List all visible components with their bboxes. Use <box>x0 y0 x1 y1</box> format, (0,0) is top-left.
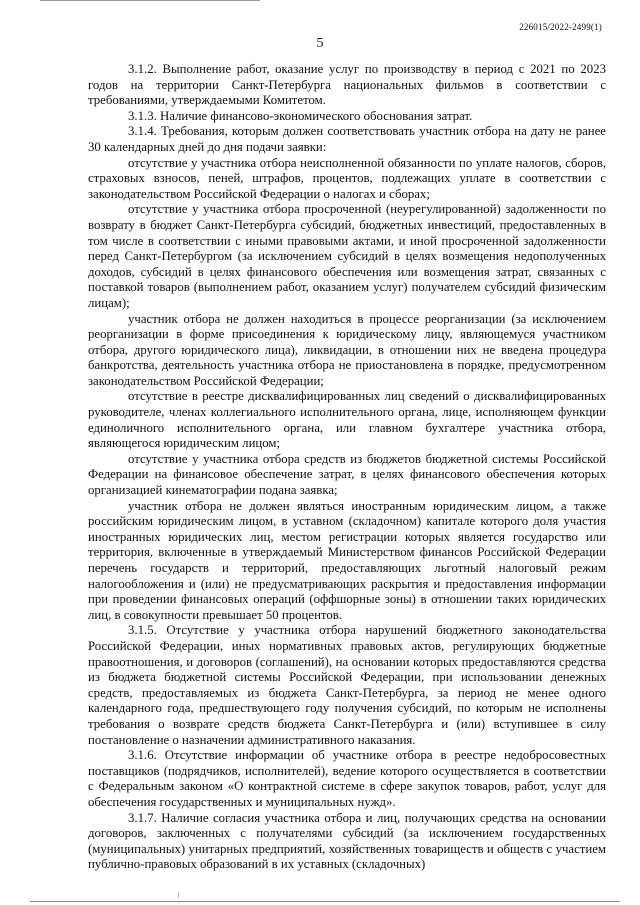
paragraph-3-1-6: 3.1.6. Отсутствие информации об участнике отбора в реестре недобросовестных поставщиков (подрядчиков, исполнителей), ведение которого осуществляется в соответствии с Федеральным законом «О контрактной системе в сфере закупок товаров, работ, услуг для обеспечения государственных и муниципальных нужд». <box>88 748 606 809</box>
paragraph-3-1-7: 3.1.7. Наличие согласия участника отбора и лиц, получающих средства на основании договоров, заключенных с получателями субсидий (за исключением государственных (муниципальных) унитарных предприятий, хозяйственных товариществ и обществ с участием публично-правовых образований в их уставных (складочных) <box>88 810 606 872</box>
paragraph-3-1-3: 3.1.3. Наличие финансово-экономического обоснования затрат. <box>128 108 473 123</box>
requirement-not-foreign-entity: участник отбора не должен являться иностранным юридическим лицом, а также российским юридическим лицом, в уставном (складочном) капитале которого доля участия иностранных юридических лиц, местом регистрации которых является государство или территория, включенные в утверждаемый Министерством финансов Российской Федерации перечень государств и территорий, предоставляющих льготный налоговый режим налогообложения и (или) не предусматривающих раскрытия и предоставления информации при проведении финансовых операций (оффшорные зоны) в отношении таких юридических лиц, в совокупности превышает 50 процентов. <box>88 498 606 622</box>
paragraph-3-1-4: 3.1.4. Требования, которым должен соответствовать участник отбора на дату не ранее 30 календарных дней до дня подачи заявки: <box>88 124 606 154</box>
requirement-no-reorganization: участник отбора не должен находиться в процессе реорганизации (за исключением реорганизации в форме присоединения к юридическому лицу, являющемуся участником отбора, другого юридического лица), ликвидации, в отношении них не введена процедура банкротства, деятельность участника отбора не приостановлена в порядке, предусмотренном законодательством Российской Федерации; <box>88 311 606 388</box>
document-body <box>88 62 606 873</box>
paragraph-3-1-2: 3.1.2. Выполнение работ, оказание услуг по производству в период с 2021 по 2023 годов на территории Санкт-Петербурга национальных фильмов в соответствии с требованиями, утверждаемыми Комитетом. <box>88 62 606 108</box>
scan-mark <box>178 892 179 898</box>
requirement-no-tax-debt: отсутствие у участника отбора неисполненной обязанности по уплате налогов, сборов, страховых взносов, пеней, штрафов, процентов, подлежащих уплате в соответствии с законодательством Российской Федерации о налогах и сборах; <box>88 155 606 201</box>
requirement-no-other-budget-funds: отсутствие у участника отбора средств из бюджетов бюджетной системы Российской Федерации на финансовое обеспечение затрат, в целях финансового обеспечения которых организацией кинематографии подана заявка; <box>88 451 606 498</box>
requirement-no-disqualified-persons: отсутствие в реестре дисквалифицированных лиц сведений о дисквалифицированных руководителе, членах коллегиального исполнительного органа, лице, исполняющем функции единоличного исполнительного органа, или главном бухгалтере участника отбора, являющегося юридическим лицом; <box>88 389 606 451</box>
paragraph-3-1-5: 3.1.5. Отсутствие у участника отбора нарушений бюджетного законодательства Российской Федерации, иных нормативных правовых актов, регулирующих бюджетные правоотношения, и договоров (соглашений), на основании которых предоставляются средства из бюджета бюджетной системы Российской Федерации, при использовании денежных средств, предоставляемых из бюджета Санкт-Петербурга, за период не менее одного календарного года, предшествующего году получения субсидий, по которым не исполнены требования о возврате средств бюджета Санкт-Петербурга и (или) вступившее в силу постановление о назначении административного наказания. <box>88 623 606 747</box>
page-number: 5 <box>316 36 324 51</box>
document-number: 226015/2022-2499(1) <box>519 22 602 32</box>
bottom-edge-line <box>30 901 620 902</box>
requirement-no-overdue-debt: отсутствие у участника отбора просроченной (неурегулированной) задолженности по возврату в бюджет Санкт-Петербурга субсидий, бюджетных инвестиций, предоставленных в том числе в соответствии с иными правовыми актами, и иной просроченной задолженности перед Санкт-Петербургом (за исключением субсидий в целях возмещения недополученных доходов, субсидий в целях финансового обеспечения или возмещения затрат, связанных с поставкой товаров (выполнением работ, оказанием услуг) получателем субсидий физическим лицам); <box>88 202 606 310</box>
top-edge-line <box>40 0 260 1</box>
